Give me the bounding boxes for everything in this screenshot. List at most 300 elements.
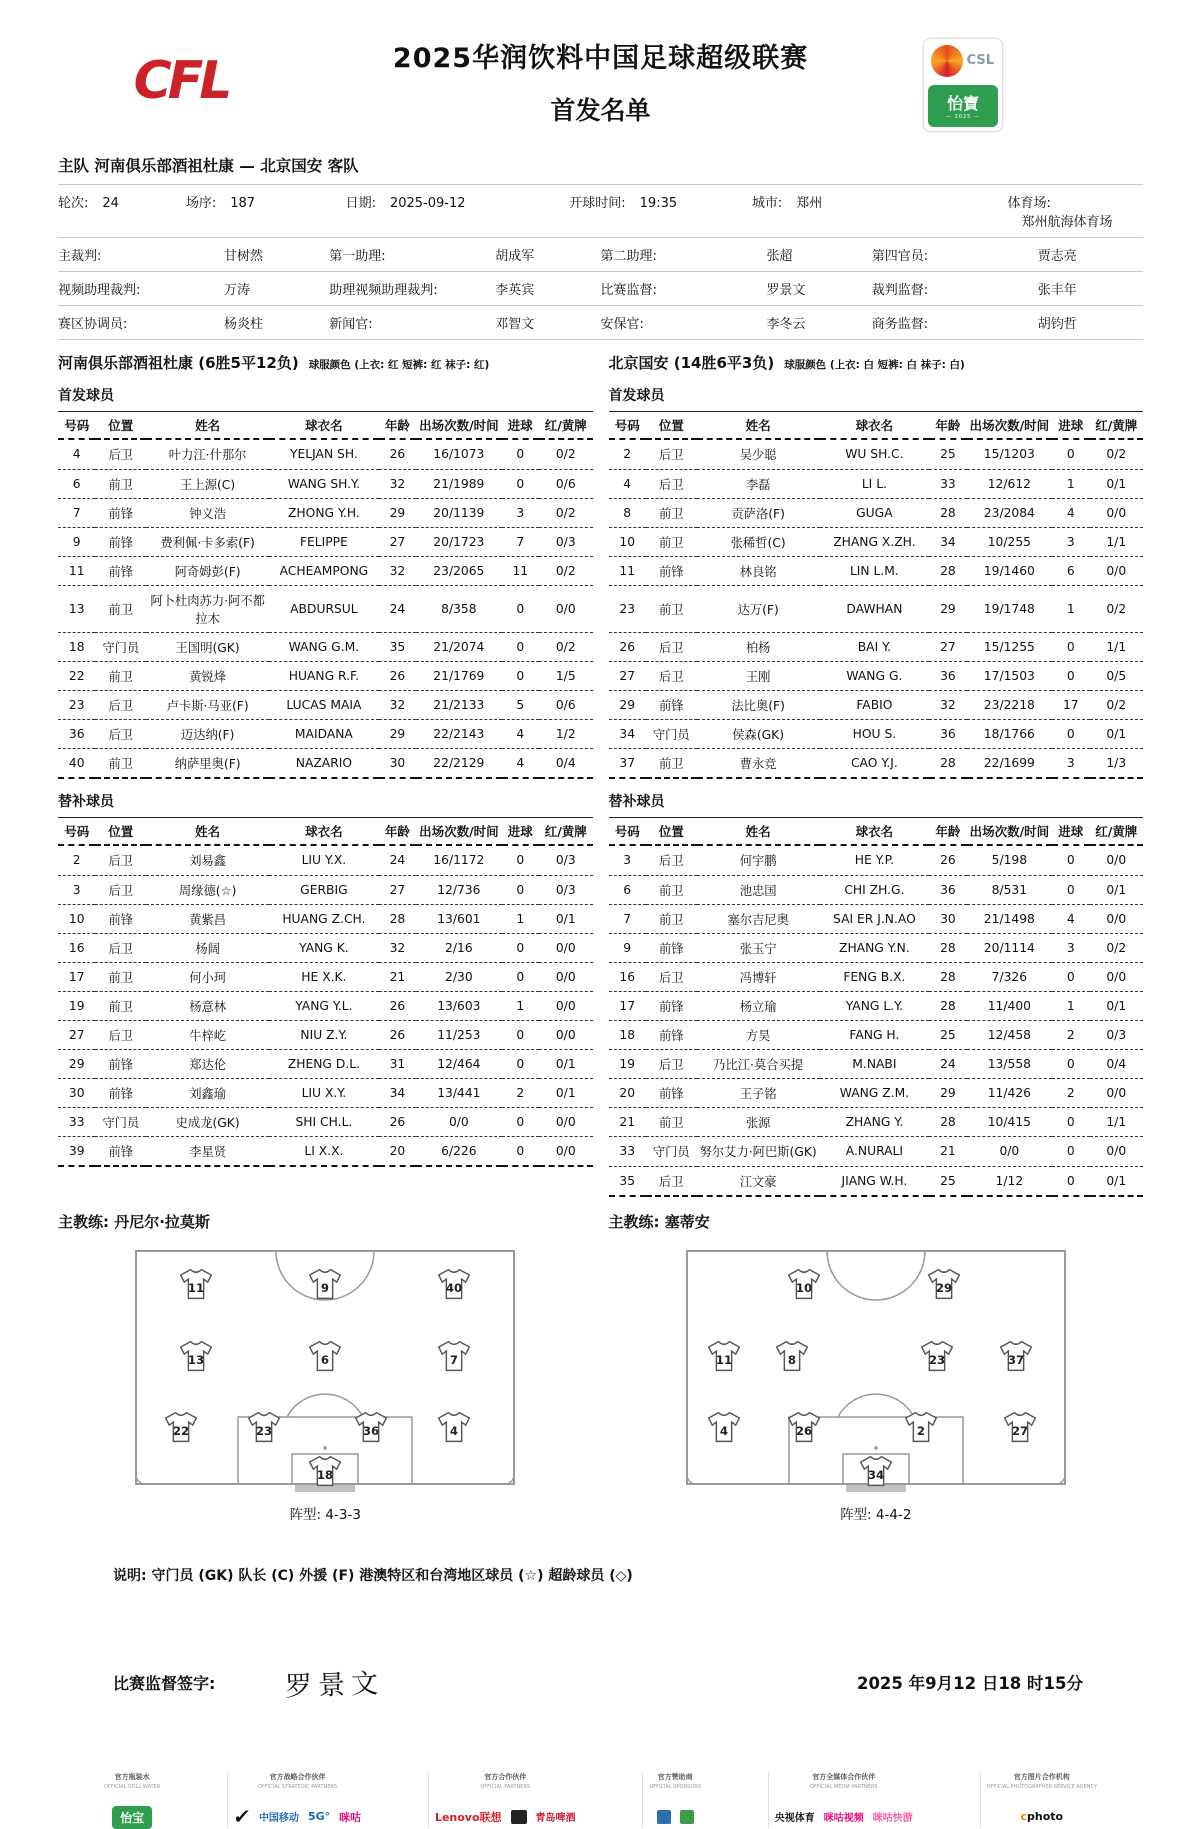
player-jersey-icon [307,1340,343,1373]
cell: 0 [1052,439,1089,469]
column-header: 年龄 [379,818,416,846]
cell: WU SH.C. [820,439,930,469]
cell: 张玉宁 [697,933,820,962]
cell: 王国明(GK) [146,632,269,661]
signature-row [58,1663,1143,1702]
cell: 21/1498 [967,904,1053,933]
cell: 39 [58,1136,95,1166]
column-header: 进球 [1052,412,1089,440]
cell: 0 [1052,1166,1089,1196]
home-formation-label: 阵型: 4-3-3 [289,1506,361,1523]
svg-text:11: 11 [187,1280,205,1295]
player-jersey-icon [919,1340,955,1373]
player-jersey-icon [786,1267,822,1300]
cell: 张源 [697,1107,820,1136]
cell: 11 [58,556,95,585]
cell: FABIO [820,690,930,719]
cell: 后卫 [95,845,146,875]
info-label: 第四官员: [871,249,929,264]
table-row [609,1136,1144,1166]
cell: 后卫 [95,439,146,469]
cell: 2 [609,439,646,469]
yibao-brand-tiny-text: — 2025 — [946,114,980,120]
table-row [58,585,593,632]
cell: 杨意林 [146,991,269,1020]
table-header-row [58,412,593,440]
cell: 10 [58,904,95,933]
cell: 18/1766 [967,719,1053,748]
page-subtitle: 首发名单 [550,96,651,125]
player-jersey-icon [706,1340,742,1373]
cell: ZHANG Y. [820,1107,930,1136]
cell: 36 [58,719,95,748]
cell: 前锋 [646,991,697,1020]
cell: 0 [502,875,539,904]
cell: 前锋 [646,1078,697,1107]
cell: ABDURSUL [269,585,379,632]
info-value: 甘树然 [224,249,264,264]
table-row [609,469,1144,498]
cell: 24 [929,1049,966,1078]
cell: 0/2 [1090,585,1143,632]
sponsor-group [227,1772,367,1828]
svg-text:26: 26 [795,1423,812,1438]
cell: 0/4 [1090,1049,1143,1078]
cell: 21/1989 [416,469,502,498]
away-coach-name: 塞蒂安 [664,1212,710,1231]
cell: 19/1460 [967,556,1053,585]
table-row [609,527,1144,556]
column-header: 球衣名 [269,412,379,440]
table-row [58,556,593,585]
cell: 0/3 [539,845,592,875]
cell: 26 [609,632,646,661]
cell: 0 [502,1020,539,1049]
cell: 22/2129 [416,748,502,778]
cell: 20 [609,1078,646,1107]
cell: 王上源(C) [146,469,269,498]
cell: 4 [502,719,539,748]
cell: 28 [929,498,966,527]
svg-text:23: 23 [256,1423,273,1438]
cell: 1/2 [539,719,592,748]
sponsor-group [980,1772,1103,1828]
sponsor-logos [649,1806,701,1828]
table-row [609,991,1144,1020]
cell: 32 [379,556,416,585]
cell: 塞尔吉尼奥 [697,904,820,933]
logo-yibao: 怡宝 [112,1806,152,1829]
cell: 史成龙(GK) [146,1107,269,1136]
table-row [609,1166,1144,1196]
cell: GERBIG [269,875,379,904]
info-value: 24 [102,196,119,211]
cell: 前卫 [95,991,146,1020]
cell: 后卫 [95,875,146,904]
cell: 叶力江·什那尔 [146,439,269,469]
sponsor-logos [987,1806,1097,1828]
home-coach-label: 主教练: [58,1212,109,1231]
table-row [609,1078,1144,1107]
info-pair [58,279,329,298]
cell: 0/2 [539,632,592,661]
cell: GUGA [820,498,930,527]
cell: 36 [929,875,966,904]
info-pair [329,279,600,298]
table-row [609,875,1144,904]
table-row [609,1020,1144,1049]
cell: HE X.K. [269,962,379,991]
cell: 26 [929,845,966,875]
cell: HE Y.P. [820,845,930,875]
cell: 28 [929,556,966,585]
cell: 4 [1052,904,1089,933]
player-jersey-icon [998,1340,1034,1373]
cell: 31 [379,1049,416,1078]
csl-ball-icon [931,45,963,77]
column-header: 姓名 [697,412,820,440]
cell: LIU X.Y. [269,1078,379,1107]
cell: 16/1172 [416,845,502,875]
cell: 后卫 [95,719,146,748]
player-jersey-icon [774,1340,810,1373]
player-jersey-icon [246,1410,282,1443]
sponsor-category-sublabel: OFFICIAL MEDIA PARTNERS [809,1783,878,1790]
cell: 1/12 [967,1166,1053,1196]
cell: 22/2143 [416,719,502,748]
home-team-name: 河南俱乐部酒祖杜康 (6胜5平12负) [58,354,299,372]
cell: 0/1 [1090,991,1143,1020]
cell: 34 [379,1078,416,1107]
cell: LI L. [820,469,930,498]
cell: 0/1 [539,1049,592,1078]
cell: 纳萨里奥(F) [146,748,269,778]
sponsor-logos [435,1806,576,1828]
cell: 何宇鹏 [697,845,820,875]
cell: 3 [1052,527,1089,556]
cell: 26 [379,1020,416,1049]
info-label: 商务监督: [871,317,929,332]
table-row [58,719,593,748]
cell: 7 [609,904,646,933]
cell: 后卫 [646,439,697,469]
cell: 34 [929,527,966,556]
subs-section [58,779,1143,1197]
yibao-brand-panel [928,85,998,127]
officials-row-1 [58,238,1143,272]
cell: 3 [58,875,95,904]
cell: ZHENG D.L. [269,1049,379,1078]
player-jersey-icon [178,1267,214,1300]
signature-datetime: 2025 年9月12 日18 时15分 [856,1674,1083,1693]
cell: 12/458 [967,1020,1053,1049]
cell: 23/2065 [416,556,502,585]
cell: 阿奇姆彭(F) [146,556,269,585]
cell: ACHEAMPONG [269,556,379,585]
cell: 2 [1052,1020,1089,1049]
cell: 28 [929,1107,966,1136]
info-pair [872,245,1143,264]
info-value: 杨炎柱 [224,317,264,332]
cell: 37 [609,748,646,778]
cell: 0 [502,1136,539,1166]
cell: 25 [929,439,966,469]
cell: 18 [58,632,95,661]
cell: 方昊 [697,1020,820,1049]
table-row [58,469,593,498]
sponsor-logos [234,1806,361,1828]
cell: 0/0 [539,991,592,1020]
cell: 32 [379,933,416,962]
table-row [58,962,593,991]
cell: 8/531 [967,875,1053,904]
cell: 33 [609,1136,646,1166]
cell: 26 [379,1107,416,1136]
logo-block-blue [657,1810,671,1824]
svg-text:7: 7 [450,1353,459,1368]
cell: 0/0 [1090,498,1143,527]
signature-label: 比赛监督签字: [113,1673,216,1693]
cell: 张稀哲(C) [697,527,820,556]
team-headers [58,340,1143,373]
column-header: 球衣名 [820,412,930,440]
away-formation-pitch [686,1250,1066,1493]
cell: 杨阔 [146,933,269,962]
cell: 0 [1052,632,1089,661]
cell: 7 [502,527,539,556]
column-header: 号码 [58,412,95,440]
cell: 前锋 [95,904,146,933]
cell: 0/2 [1090,439,1143,469]
cell: 30 [58,1078,95,1107]
logo-cmcc: 中国移动 [258,1813,299,1824]
info-pair [601,279,872,298]
cell: FELIPPE [269,527,379,556]
info-label: 第二助理: [600,249,657,264]
cell: SHI CH.L. [269,1107,379,1136]
logo-tv [511,1810,527,1824]
sponsor-category-label: 官方战略合作伙伴 [269,1772,326,1781]
player-jersey-icon [436,1267,472,1300]
info-pair [58,245,329,264]
info-pair [752,192,1008,230]
home-starting-table [58,411,593,779]
away-subs-table [609,817,1144,1197]
formation-section [58,1234,1143,1523]
column-header: 进球 [502,818,539,846]
cell: 后卫 [95,933,146,962]
cell: 后卫 [646,962,697,991]
cell: 0 [502,1107,539,1136]
cell: 0/0 [1090,845,1143,875]
table-row [609,962,1144,991]
home-subs-label: 替补球员 [58,794,114,810]
cell: 28 [929,933,966,962]
cell: 王刚 [697,661,820,690]
cell: HUANG R.F. [269,661,379,690]
cell: 30 [379,748,416,778]
sponsor-category-label: 官方图片合作机构 [1013,1772,1070,1781]
sponsor-category-sublabel: OFFICIAL PHOTOGRAPHER SERVICE AGENCY [986,1783,1097,1790]
cell: 前卫 [646,748,697,778]
cell: 曹永竞 [697,748,820,778]
table-row [58,875,593,904]
cell: 0/1 [539,904,592,933]
cell: 29 [379,498,416,527]
cell: 守门员 [95,632,146,661]
cell: 前锋 [95,556,146,585]
cell: 卢卡斯·马亚(F) [146,690,269,719]
csl-badge-top [924,39,1002,83]
sponsor-category-sublabel: OFFICIAL STRATEGIC PARTNERS [258,1783,338,1790]
cell: 29 [58,1049,95,1078]
cell: YELJAN SH. [269,439,379,469]
cell: 23/2084 [967,498,1053,527]
table-row [609,1049,1144,1078]
column-header: 号码 [609,818,646,846]
cell: 杨立瑜 [697,991,820,1020]
info-pair [1008,192,1144,230]
column-header: 号码 [609,412,646,440]
column-header: 出场次数/时间 [967,412,1053,440]
cell: 20/1139 [416,498,502,527]
cell: 郑达伦 [146,1049,269,1078]
cell: 前锋 [646,556,697,585]
cell: 8 [609,498,646,527]
cell: HUANG Z.CH. [269,904,379,933]
cell: 21/2074 [416,632,502,661]
cell: 25 [929,1166,966,1196]
cell: 10/255 [967,527,1053,556]
cell: 0/1 [1090,875,1143,904]
table-row [609,690,1144,719]
cell: 23 [609,585,646,632]
sponsor-category-label: 官方全媒体合作伙伴 [812,1772,876,1781]
column-header: 出场次数/时间 [416,412,502,440]
cell: 21 [929,1136,966,1166]
column-header: 姓名 [697,818,820,846]
cell: 16 [609,962,646,991]
cell: M.NABI [820,1049,930,1078]
cell: 刘鑫瑜 [146,1078,269,1107]
cell: 6 [1052,556,1089,585]
cell: 吴少聪 [697,439,820,469]
cell: 19 [58,991,95,1020]
info-value: 贾志亮 [1037,249,1077,264]
cell: 黄锐烽 [146,661,269,690]
header [58,0,1143,148]
cell: 后卫 [646,661,697,690]
cell: 1 [1052,991,1089,1020]
sponsor-group [768,1772,919,1828]
cell: 前锋 [646,690,697,719]
cell: 前锋 [95,1078,146,1107]
cell: 6 [58,469,95,498]
cell: 11/253 [416,1020,502,1049]
svg-text:34: 34 [867,1467,884,1482]
sponsor-category-label: 官方赞助商 [657,1772,693,1781]
cell: ZHANG X.ZH. [820,527,930,556]
table-row [609,439,1144,469]
cell: A.NURALI [820,1136,930,1166]
cell: 达万(F) [697,585,820,632]
cell: 22 [58,661,95,690]
cell: CAO Y.J. [820,748,930,778]
coaches-row [58,1197,1143,1234]
cell: 后卫 [646,632,697,661]
cell: 2 [502,1078,539,1107]
info-pair [601,245,872,264]
cell: 柏杨 [697,632,820,661]
table-row [58,991,593,1020]
cell: 3 [609,845,646,875]
info-pair [186,192,346,230]
cell: 0/2 [539,498,592,527]
cell: 26 [379,991,416,1020]
svg-text:37: 37 [1008,1353,1025,1368]
svg-text:4: 4 [719,1423,728,1438]
cell: 0 [1052,1049,1089,1078]
table-row [609,719,1144,748]
svg-text:4: 4 [450,1423,459,1438]
cell: 7 [58,498,95,527]
cell: 0 [502,1049,539,1078]
cell: 29 [609,690,646,719]
cell: 前卫 [646,527,697,556]
home-coach-line [58,1211,593,1232]
cell: YANG Y.L. [269,991,379,1020]
cell: 0/3 [1090,1020,1143,1049]
cell: 0 [1052,845,1089,875]
column-header: 红/黄牌 [1090,818,1143,846]
cell: 32 [379,469,416,498]
cell: 0/0 [539,933,592,962]
cell: 22/1699 [967,748,1053,778]
cell: CHI ZH.G. [820,875,930,904]
cell: 36 [929,661,966,690]
cell: 29 [379,719,416,748]
cell: 20/1723 [416,527,502,556]
info-label: 主裁判: [58,249,102,264]
info-label: 裁判监督: [871,283,929,298]
cell: 33 [58,1107,95,1136]
cfl-logo-text: CFL [133,51,229,111]
supervisor-signature: 罗景文 [285,1667,385,1702]
table-row [58,904,593,933]
cell: WANG SH.Y. [269,469,379,498]
cell: 4 [502,748,539,778]
cell: 21 [379,962,416,991]
cell: 5 [502,690,539,719]
info-value: 张超 [766,249,793,264]
column-header: 位置 [95,818,146,846]
logo-block-green [680,1810,694,1824]
info-label: 助理视频助理裁判: [329,283,438,298]
cell: 26 [379,661,416,690]
cell: 0/2 [539,439,592,469]
cell: 3 [1052,748,1089,778]
cell: 28 [929,748,966,778]
cell: 11/426 [967,1078,1053,1107]
yibao-brand-text: 怡寶 [946,94,979,113]
svg-text:23: 23 [928,1353,945,1368]
away-kit-colors: 球服颜色 (上衣: 白 短裤: 白 袜子: 白) [784,359,965,371]
cell: 努尔艾力·阿巴斯(GK) [697,1136,820,1166]
sponsor-category-sublabel: OFFICIAL STILL WATER [104,1783,161,1790]
cell: 13/601 [416,904,502,933]
column-header: 年龄 [929,412,966,440]
cell: 前卫 [646,904,697,933]
